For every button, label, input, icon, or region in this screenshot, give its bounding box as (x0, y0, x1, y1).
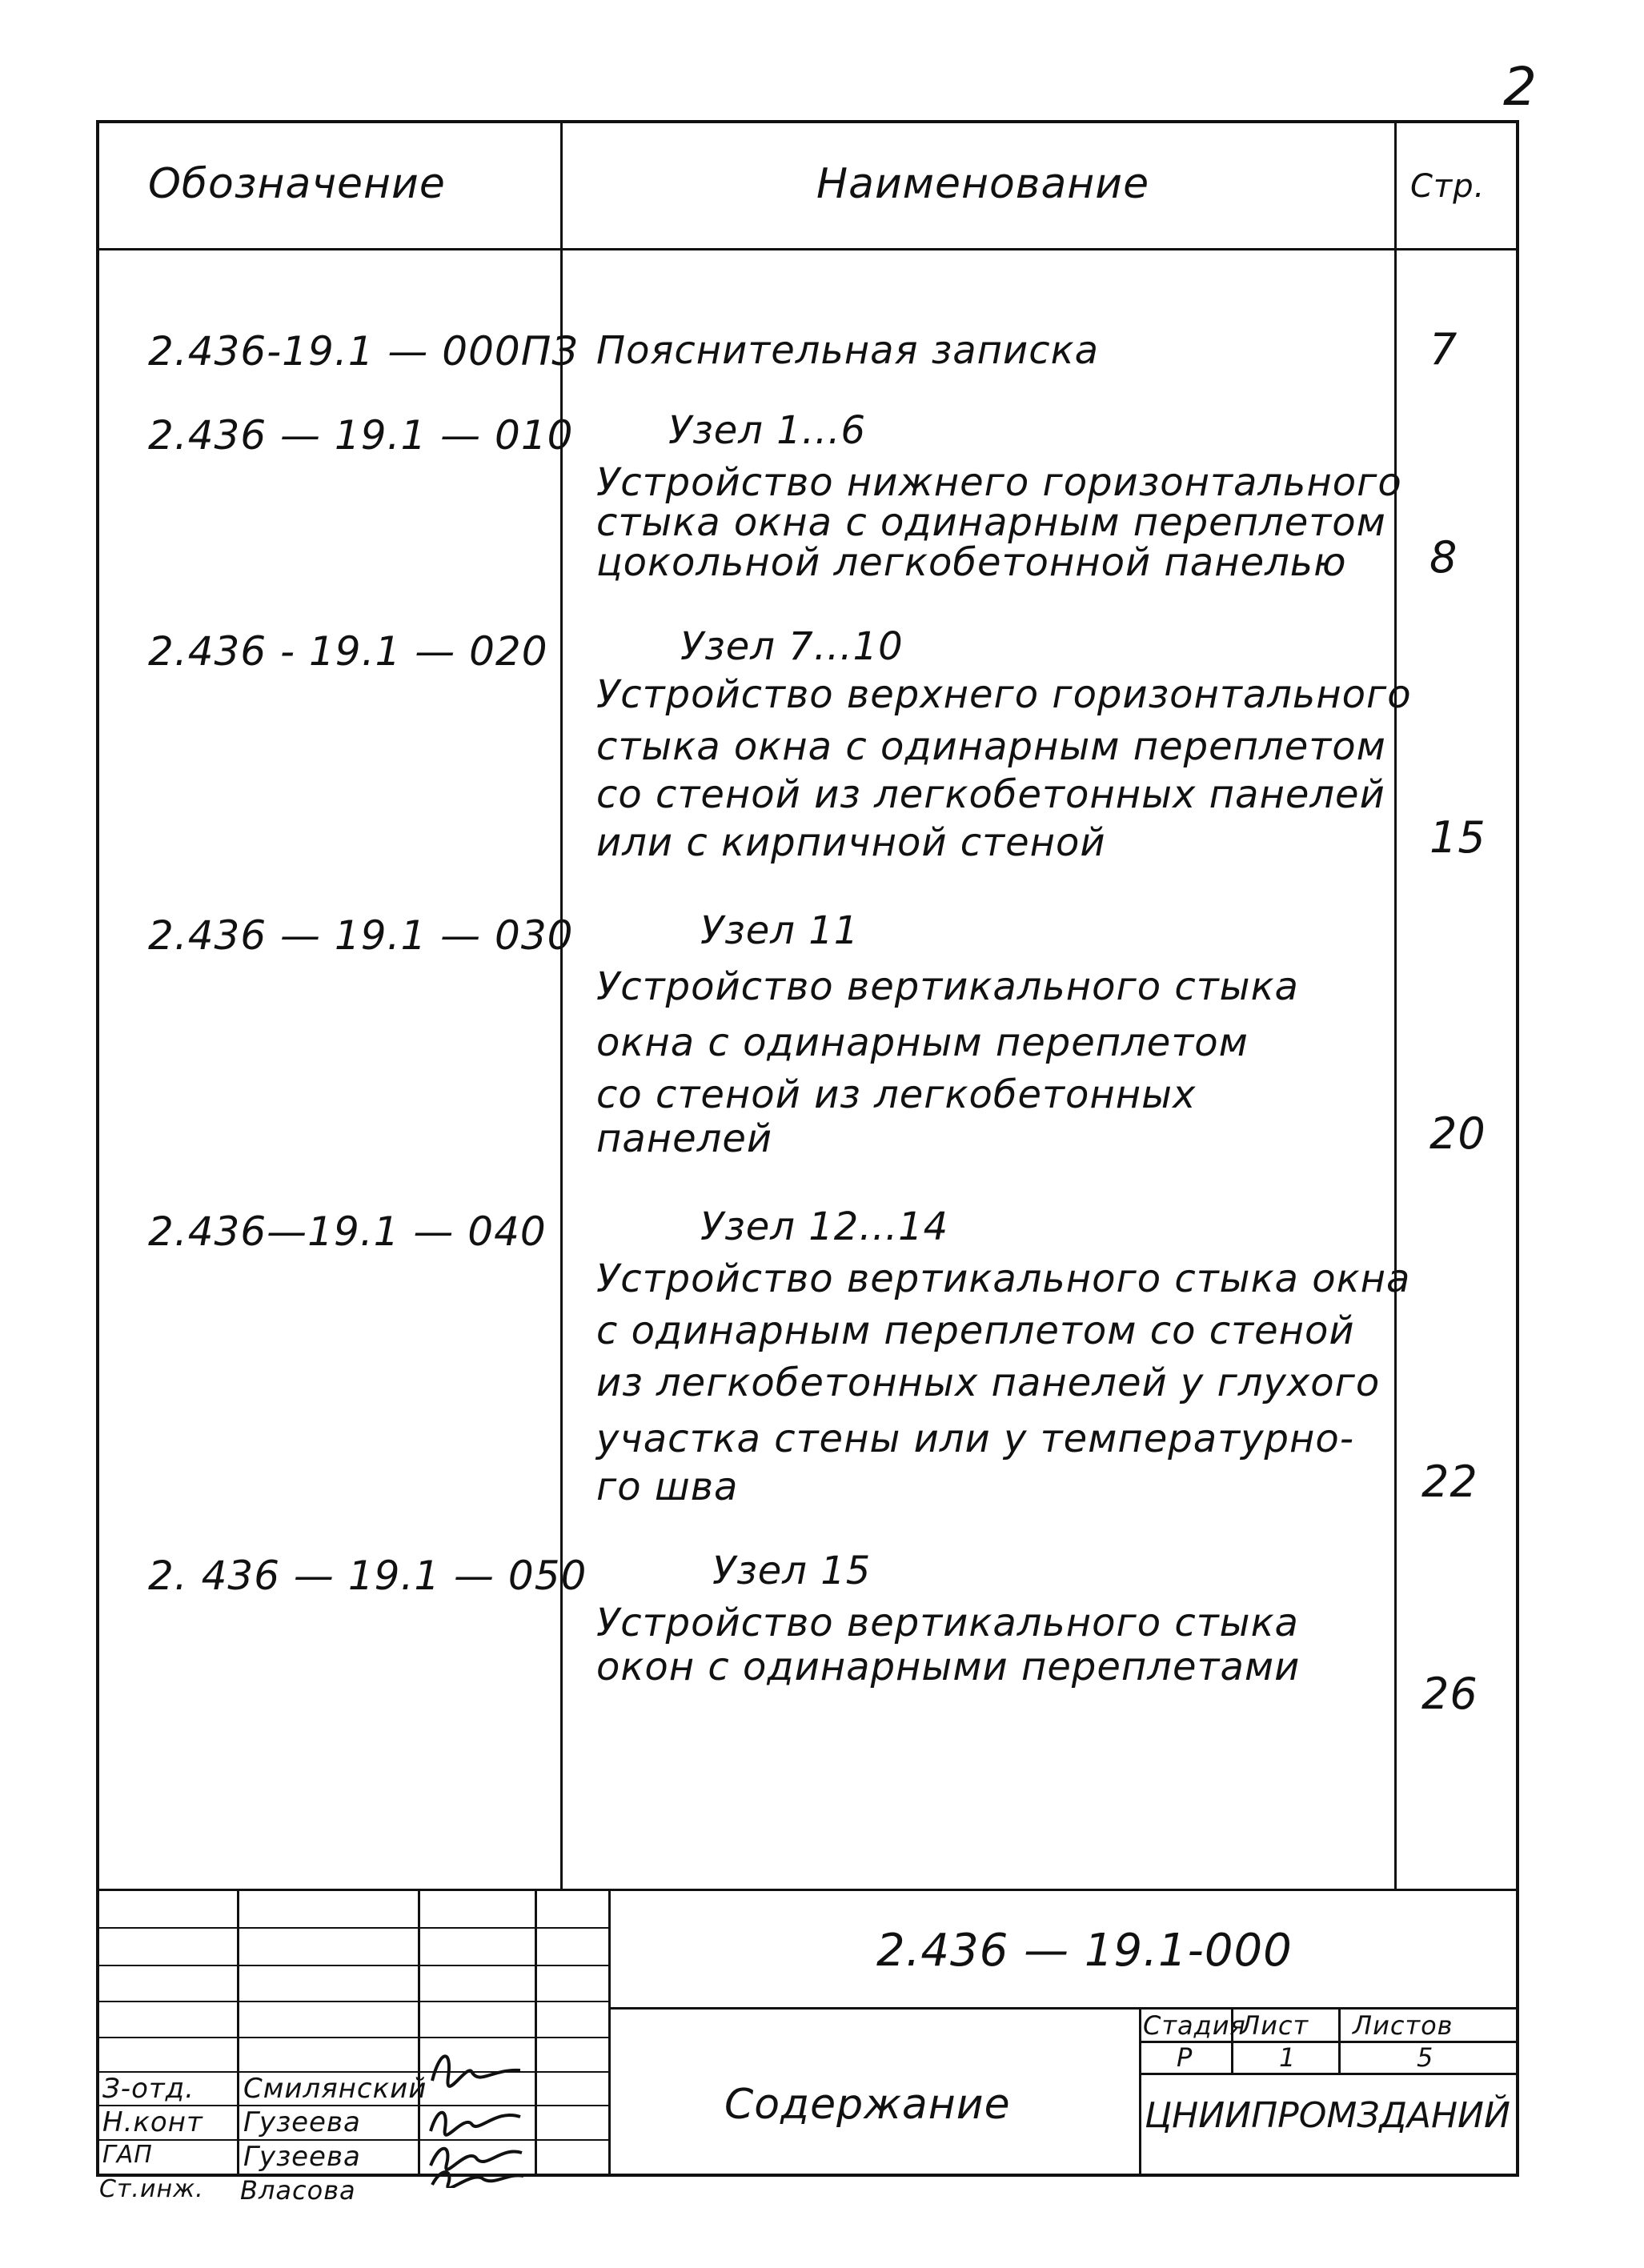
row-4-heading: Узел 11 (700, 908, 860, 953)
organization-name: ЦНИИПРОМЗДАНИЙ (1145, 2095, 1510, 2136)
row-2-designation: 2.436 — 19.1 — 010 (148, 412, 574, 459)
row-4-line-1: Устройство вертикального стыка (596, 964, 1299, 1009)
signature-role-3: ГАП (102, 2141, 153, 2169)
sheets-value: 5 (1417, 2042, 1434, 2073)
grid-col-3 (535, 1889, 537, 2177)
row-3-heading: Узел 7...10 (680, 624, 904, 669)
grid-row-1 (96, 1927, 608, 1929)
signature-name-4: Власова (240, 2175, 356, 2206)
row-5-line-5: го шва (596, 1465, 739, 1509)
stage-label: Стадия (1143, 2010, 1246, 2041)
grid-row-2 (96, 1965, 608, 1966)
header-designation: Обозначение (148, 160, 446, 208)
stamp-stage-line-2 (1139, 2073, 1519, 2075)
row-5-line-3: из легкобетонных панелей у глухого (596, 1360, 1381, 1405)
row-6-heading: Узел 15 (712, 1549, 872, 1593)
column-separator-2 (1394, 120, 1397, 1890)
row-3-designation: 2.436 - 19.1 — 020 (148, 628, 548, 675)
row-4-designation: 2.436 — 19.1 — 030 (148, 912, 574, 959)
row-5-line-1: Устройство вертикального стыка окна (596, 1256, 1411, 1301)
row-4-line-2: окна с одинарным переплетом (596, 1020, 1249, 1065)
stamp-stage-line-1 (1139, 2041, 1519, 2043)
signature-scribble-1 (424, 2045, 528, 2093)
header-page: Стр. (1410, 168, 1486, 205)
row-5-page: 22 (1421, 1457, 1478, 1507)
signature-name-2: Гузеева (243, 2106, 361, 2138)
row-1-line-1: Пояснительная записка (596, 328, 1100, 373)
header-name: Наименование (816, 160, 1150, 208)
signature-role-1: З-отд. (102, 2073, 194, 2105)
row-6-designation: 2. 436 — 19.1 — 050 (148, 1553, 587, 1599)
row-6-line-1: Устройство вертикального стыка (596, 1601, 1299, 1645)
row-2-line-2: стыка окна с одинарным переплетом (596, 500, 1386, 545)
page-number: 2 (1503, 56, 1538, 118)
stamp-grid-separator (608, 1889, 611, 2177)
row-2-line-1: Устройство нижнего горизонтального (596, 460, 1402, 505)
sheet-label: Лист (1241, 2010, 1309, 2041)
signature-role-2: Н.конт (102, 2106, 203, 2138)
signature-name-3: Гузеева (243, 2141, 361, 2173)
frame-left-border (96, 120, 99, 2177)
frame-right-border (1516, 120, 1519, 2177)
row-2-page: 8 (1429, 532, 1458, 583)
grid-col-1 (237, 1889, 239, 2177)
row-2-line-3: цокольной легкобетонной панелью (596, 540, 1347, 585)
row-1-designation: 2.436-19.1 — 000ПЗ (148, 328, 579, 375)
signature-name-1: Смилянский (243, 2073, 427, 2105)
row-4-line-3: со стеной из легкобетонных (596, 1072, 1197, 1117)
signature-scribble-4 (424, 2165, 528, 2188)
row-6-page: 26 (1421, 1669, 1478, 1719)
document-code: 2.436 — 19.1-000 (876, 1925, 1293, 1977)
row-5-line-4: участка стены или у температурно- (596, 1416, 1355, 1461)
row-3-line-4: или с кирпичной стеной (596, 820, 1106, 865)
stamp-stage-col-2 (1338, 2007, 1341, 2074)
column-separator-1 (560, 120, 563, 1890)
row-5-line-2: с одинарным переплетом со стеной (596, 1308, 1355, 1353)
row-3-line-3: со стеной из легкобетонных панелей (596, 772, 1385, 817)
stage-value: Р (1177, 2042, 1193, 2073)
grid-col-2 (418, 1889, 420, 2177)
row-3-page: 15 (1429, 812, 1486, 863)
sheets-label: Листов (1353, 2010, 1454, 2041)
row-3-line-1: Устройство верхнего горизонтального (596, 672, 1412, 717)
row-3-line-2: стыка окна с одинарным переплетом (596, 724, 1386, 769)
sheet-value: 1 (1279, 2042, 1297, 2073)
header-separator (96, 248, 1519, 250)
row-4-line-4: панелей (596, 1116, 773, 1161)
stamp-top-border (96, 1889, 1519, 1891)
row-2-heading: Узел 1...6 (668, 408, 867, 453)
row-6-line-2: окон с одинарными переплетами (596, 1645, 1301, 1689)
row-5-designation: 2.436—19.1 — 040 (148, 1208, 547, 1255)
grid-row-3 (96, 2001, 608, 2002)
frame-top-border (96, 120, 1519, 123)
row-4-page: 20 (1429, 1108, 1486, 1159)
row-5-heading: Узел 12...14 (700, 1204, 949, 1249)
document-title: Содержание (724, 2081, 1011, 2129)
signature-scribble-2 (424, 2101, 528, 2137)
row-1-page: 7 (1429, 324, 1458, 375)
stamp-code-separator (608, 2007, 1519, 2010)
grid-row-4 (96, 2037, 608, 2038)
signature-role-4: Ст.инж. (99, 2175, 204, 2203)
stamp-title-separator (1139, 2007, 1141, 2177)
